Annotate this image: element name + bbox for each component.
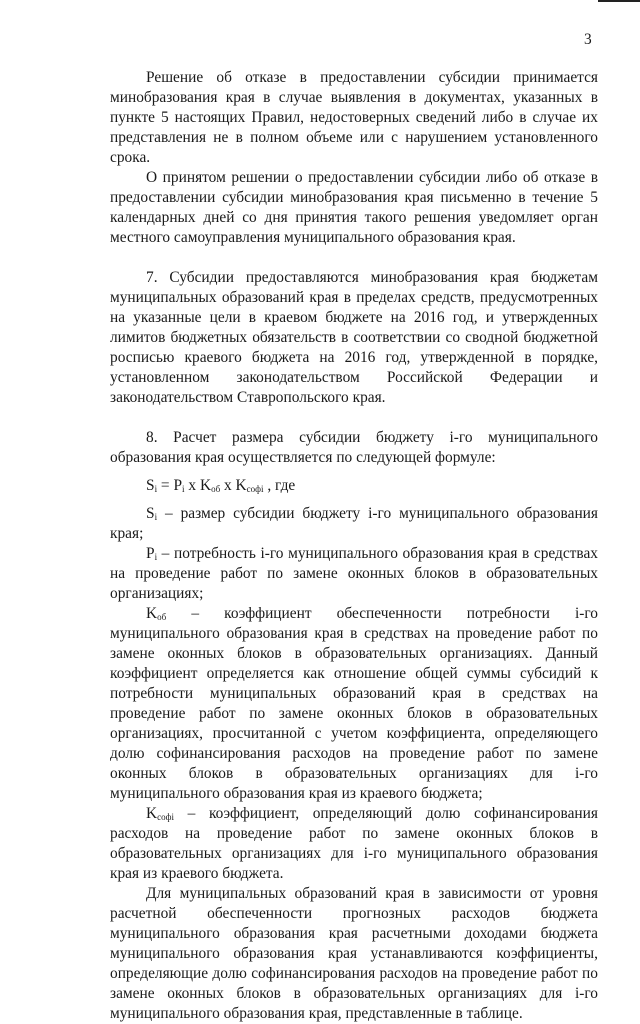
formula-tail: , где [263,477,296,494]
spacer [110,248,598,268]
definition-si-text: – размер субсидии бюджету i-го муниципального образования края; [110,505,598,542]
formula-k1: K [199,477,212,494]
formula-p-sub: i [182,484,185,494]
formula-s-sub: i [154,484,158,494]
formula-x2: x [220,477,236,494]
formula-k2: K [235,477,247,494]
definition-pi [110,544,598,604]
formula-x1: x [184,477,200,494]
symbol-s: S [146,505,155,522]
document-body [110,68,598,1024]
paragraph-coefficients: Для муниципальных образований края в зависимости от уровня расчетной обеспеченности прогнозных расходов бюджета муниципального образования края расчетными доходами бюджета муниципального образования края устанавливаются коэффициенты, определяющие долю софинансирования расходов на проведение работ по замене оконных блоков в образовательных организациях для i-го муниципального образования края, представленные в таблице. [110,885,598,1022]
symbol-s-sub: i [154,512,158,522]
symbol-kob: K [146,605,158,622]
paragraph-8: 8. Расчет размера субсидии бюджету i-го муниципального образования края осуществляется по следующей формуле: [110,429,598,466]
spacer [110,408,598,428]
definition-ksof [110,804,598,884]
formula-eq: = [157,477,174,494]
definition-ksof-text: – коэффициент, определяющий долю софинансирования расходов на проведение работ по замене оконных блоков в образовательных организациях для i-го муниципального образования края из краевого бюджета. [110,805,598,882]
paragraph-7: 7. Субсидии предоставляются минобразования края бюджетам муниципальных образований края в пределах средств, предусмотренных на указанные цели в краевом бюджете на 2016 год, и утвержденных лимитов бюджетных обязательств в соответствии со сводной бюджетной росписью краевого бюджета на 2016 год, утвержденной в порядке, установленном законодательством Российской Федерации и законодательством Ставропольского края. [110,269,598,406]
scan-edge-line [598,0,640,2]
definition-kob-text: – коэффициент обеспеченности потребности i-го муниципального образования края в средствах на проведение работ по замене оконных блоков в образовательных организациях. Данный коэффициент определяется как отношение общей суммы субсидий к потребности муниципальных образований края в средствах на проведение работ по замене оконных блоков в образовательных организациях, просчитанной с учетом коэффициента, определяющего долю софинансирования расходов на проведение работ по замене оконных блоков в образовательных организациях для i-го муниципального образования края из краевого бюджета; [110,605,598,802]
definition-si [110,504,598,544]
symbol-ksof-sub: софi [157,812,174,822]
symbol-p: P [146,545,155,562]
paragraph-refusal: Решение об отказе в предоставлении субсидии принимается минобразования края в случае выявления в документах, указанных в пункте 5 настоящих Правил, недостоверных сведений либо в случае их представления не в полном объеме или с нарушением установленного срока. [110,69,598,166]
formula-p: P [173,477,183,494]
formula [110,476,598,496]
symbol-ksof: K [146,805,158,822]
formula-s: S [146,477,155,494]
symbol-p-sub: i [154,552,158,562]
paragraph-notification: О принятом решении о предоставлении субсидии либо об отказе в предоставлении субсидии минобразования края письменно в течение 5 календарных дней со дня принятия такого решения уведомляет орган местного самоуправления муниципального образования края. [110,169,598,246]
formula-k1-sub: об [211,484,221,494]
definition-pi-text: – потребность i-го муниципального образования края в средствах на проведение работ по замене оконных блоков в образовательных организациях; [110,545,598,602]
page-number: 3 [584,31,592,48]
formula-k2-sub: софi [246,484,264,494]
symbol-kob-sub: об [157,612,167,622]
definition-kob [110,604,598,804]
